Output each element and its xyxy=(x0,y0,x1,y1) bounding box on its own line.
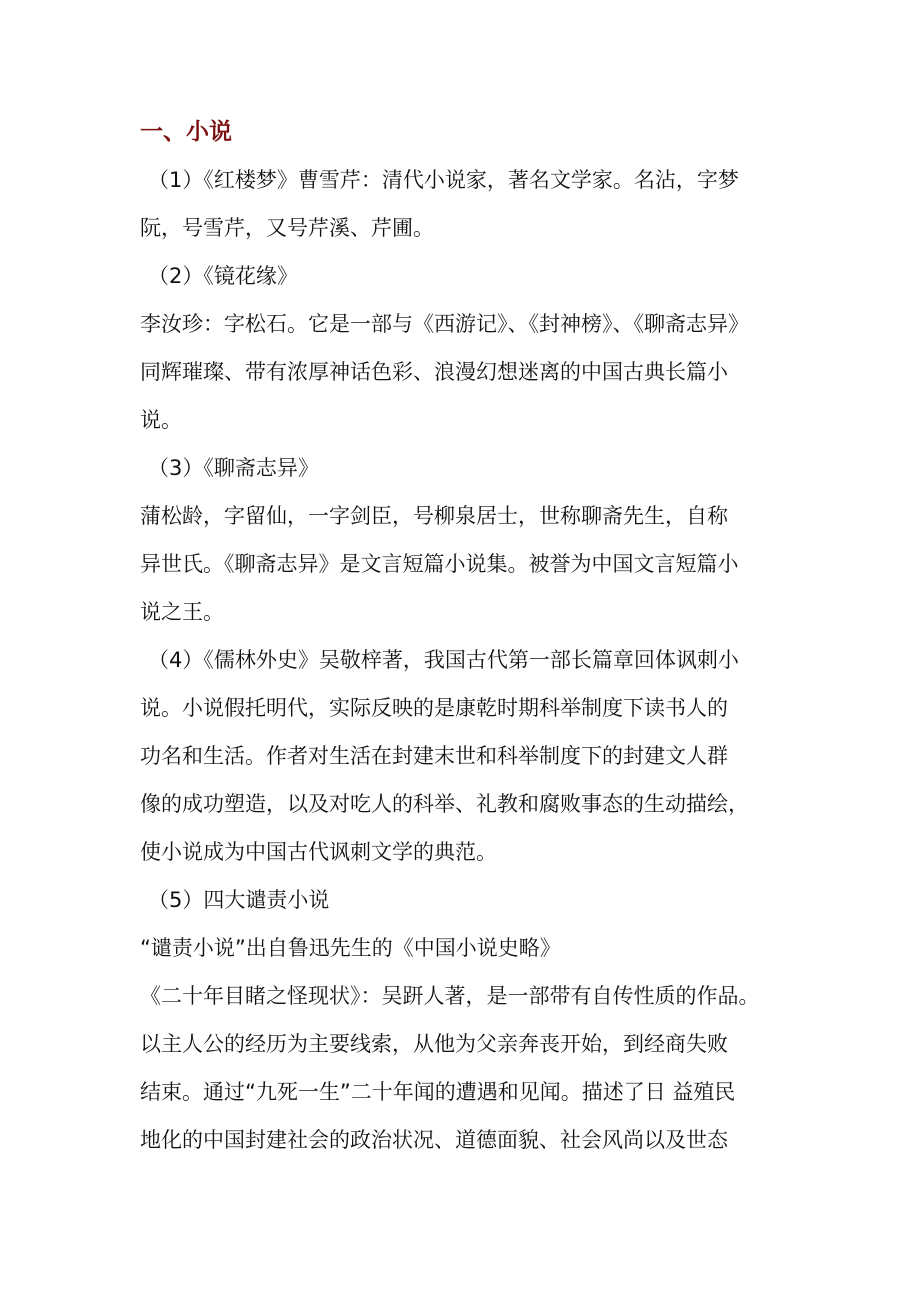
text-line-2: 阮，号雪芹，又号芹溪、芹圃。 xyxy=(140,216,434,240)
document-body xyxy=(140,108,800,1164)
text-line-8: 蒲松龄，字留仙，一字剑臣，号柳泉居士，世称聊斋先生，自称 xyxy=(140,504,728,528)
text-line-15: 使小说成为中国古代讽刺文学的典范。 xyxy=(140,840,497,864)
section-heading: 一、小说 xyxy=(140,119,232,145)
text-line-1: （1）《红楼梦》曹雪芹：清代小说家，著名文学家。名沾，字梦 xyxy=(148,168,739,192)
text-line-19: 以主人公的经历为主要线索，从他为父亲奔丧开始，到经商失败 xyxy=(140,1032,728,1056)
text-line-17: “谴责小说”出自鲁迅先生的《中国小说史略》 xyxy=(140,936,561,960)
text-line-18: 《二十年目睹之怪现状》：吴趼人著，是一部带有自传性质的作品。 xyxy=(140,984,760,1008)
text-line-7: （3）《聊斋志异》 xyxy=(148,456,319,480)
text-line-16: （5）四大谴责小说 xyxy=(148,888,330,912)
text-line-13: 功名和生活。作者对生活在封建末世和科举制度下的封建文人群 xyxy=(140,744,728,768)
text-line-9: 异世氏。《聊斋志异》是文言短篇小说集。被誉为中国文言短篇小 xyxy=(140,552,739,576)
text-line-3: （2）《镜花缘》 xyxy=(148,264,298,288)
text-line-5: 同辉璀璨、带有浓厚神话色彩、浪漫幻想迷离的中国古典长篇小 xyxy=(140,360,728,384)
text-line-6: 说。 xyxy=(140,408,182,432)
text-line-14: 像的成功塑造，以及对吃人的科举、礼教和腐败事态的生动描绘， xyxy=(140,792,749,816)
text-line-11: （4）《儒林外史》吴敬梓著，我国古代第一部长篇章回体讽刺小 xyxy=(148,648,739,672)
text-line-20: 结束。通过“九死一生”二十年闻的遭遇和见闻。描述了日 益殖民 xyxy=(140,1080,736,1104)
text-line-12: 说。小说假托明代，实际反映的是康乾时期科举制度下读书人的 xyxy=(140,696,728,720)
text-line-21: 地化的中国封建社会的政治状况、道德面貌、社会风尚以及世态 xyxy=(140,1128,728,1152)
text-line-4: 李汝珍：字松石。它是一部与《西游记》、《封神榜》、《聊斋志异》 xyxy=(140,312,749,336)
text-line-10: 说之王。 xyxy=(140,600,224,624)
